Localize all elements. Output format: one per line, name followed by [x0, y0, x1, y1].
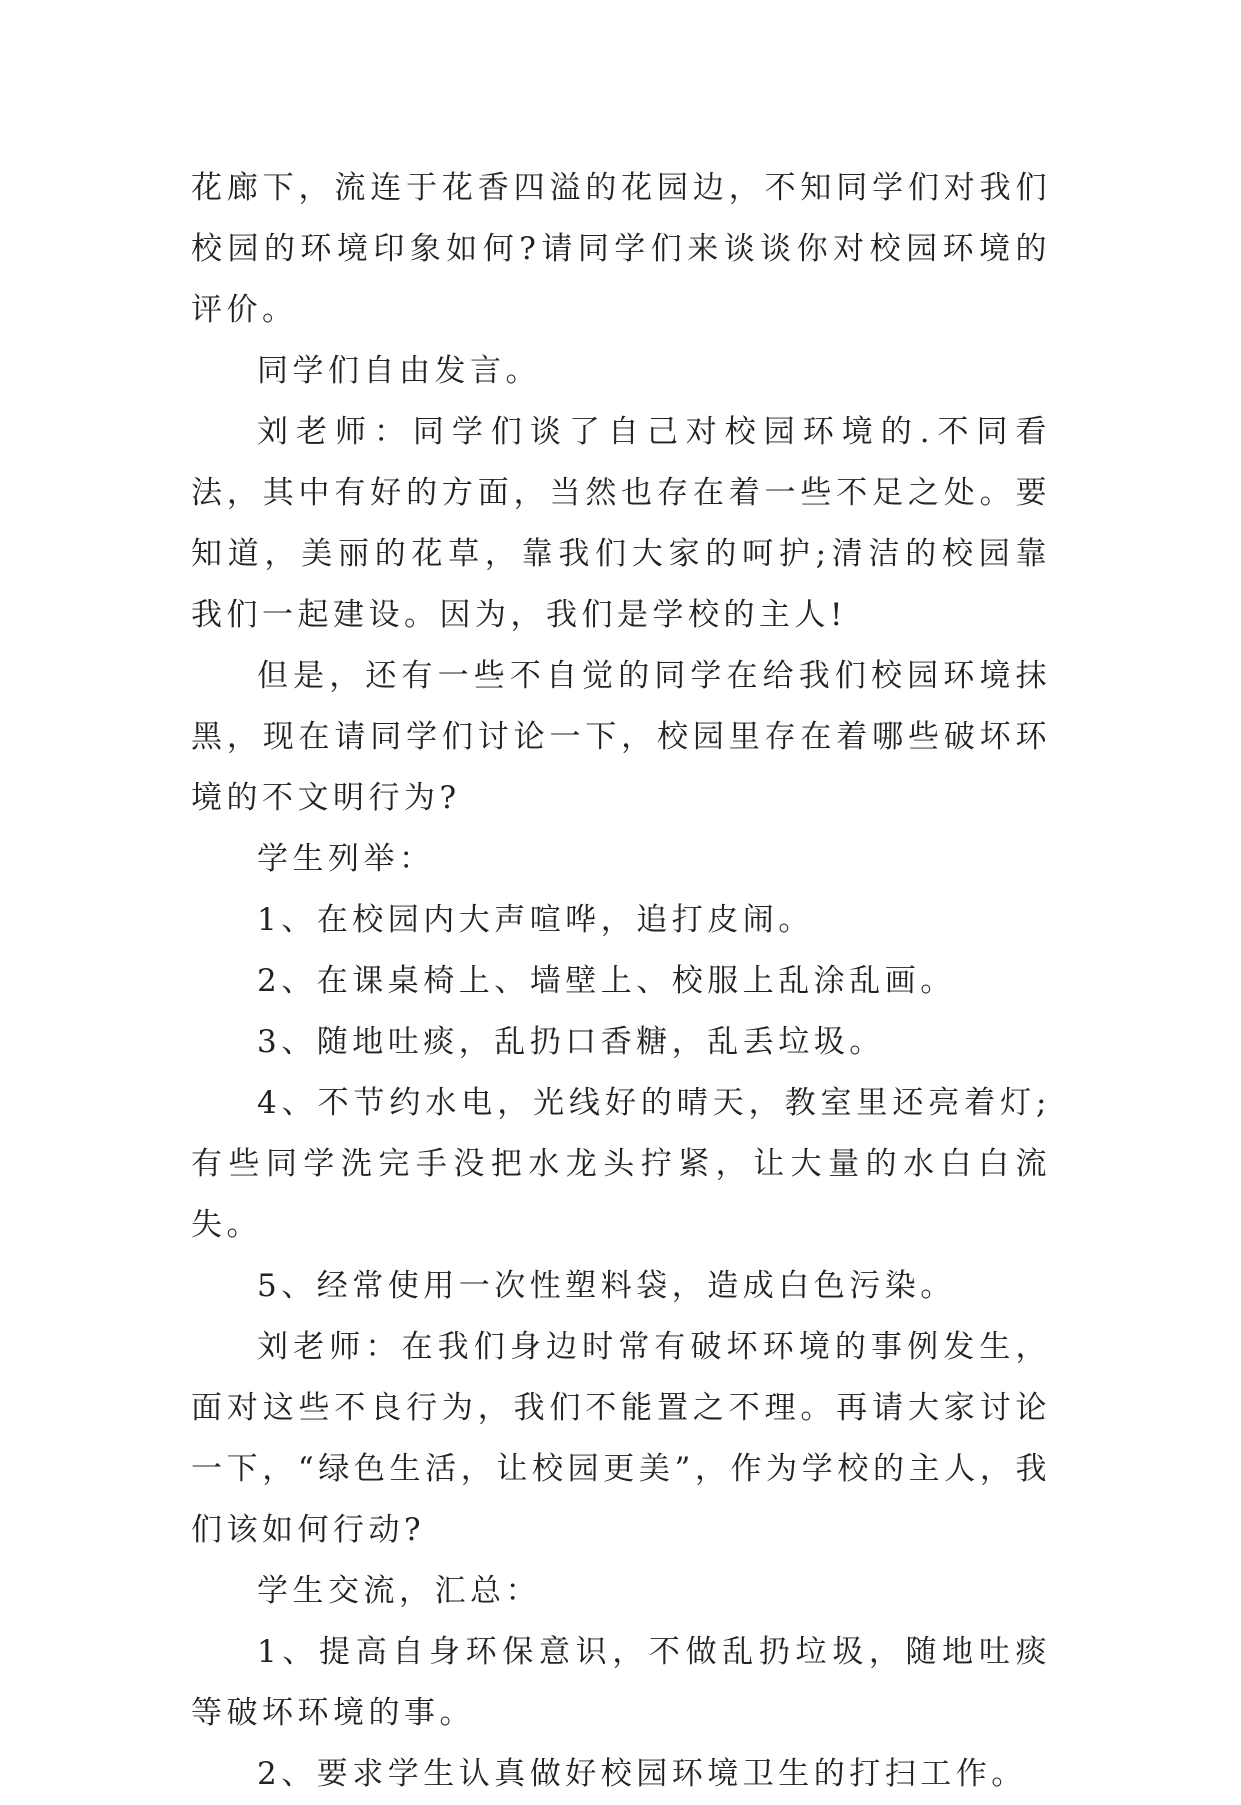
list-item: 3、随地吐痰，乱扔口香糖，乱丢垃圾。	[257, 1024, 885, 1060]
list-item: 1、提高自身环保意识，不做乱扔垃圾，随地吐痰等破坏环境的事。	[191, 1634, 1051, 1731]
paragraph: 但是，还有一些不自觉的同学在给我们校园环境抹黑，现在请同学们讨论一下，校园里存在着哪些破坏环境的不文明行为?	[191, 658, 1051, 816]
paragraph: 学生交流，汇总：	[257, 1573, 541, 1609]
list-item: 2、要求学生认真做好校园环境卫生的打扫工作。	[257, 1756, 1027, 1792]
list-item: 2、在课桌椅上、墙壁上、校服上乱涂乱画。	[257, 963, 956, 999]
list-item: 4、不节约水电，光线好的晴天，教室里还亮着灯;有些同学洗完手没把水龙头拧紧，让大量的水白白流失。	[191, 1085, 1051, 1243]
document-body	[191, 158, 1051, 1805]
paragraph: 花廊下，流连于花香四溢的花园边，不知同学们对我们校园的环境印象如何?请同学们来谈谈你对校园环境的评价。	[191, 170, 1051, 328]
paragraph: 刘老师：同学们谈了自己对校园环境的.不同看法，其中有好的方面，当然也存在着一些不足之处。要知道，美丽的花草，靠我们大家的呵护;清洁的校园靠我们一起建设。因为，我们是学校的主人!	[191, 414, 1051, 633]
paragraph: 同学们自由发言。	[257, 353, 541, 389]
paragraph: 学生列举：	[257, 841, 435, 877]
list-item: 5、经常使用一次性塑料袋，造成白色污染。	[257, 1268, 956, 1304]
paragraph: 刘老师：在我们身边时常有破坏环境的事例发生，面对这些不良行为，我们不能置之不理。再请大家讨论一下，“绿色生活，让校园更美”，作为学校的主人，我们该如何行动?	[191, 1329, 1051, 1548]
list-item: 1、在校园内大声喧哗，追打皮闹。	[257, 902, 814, 938]
